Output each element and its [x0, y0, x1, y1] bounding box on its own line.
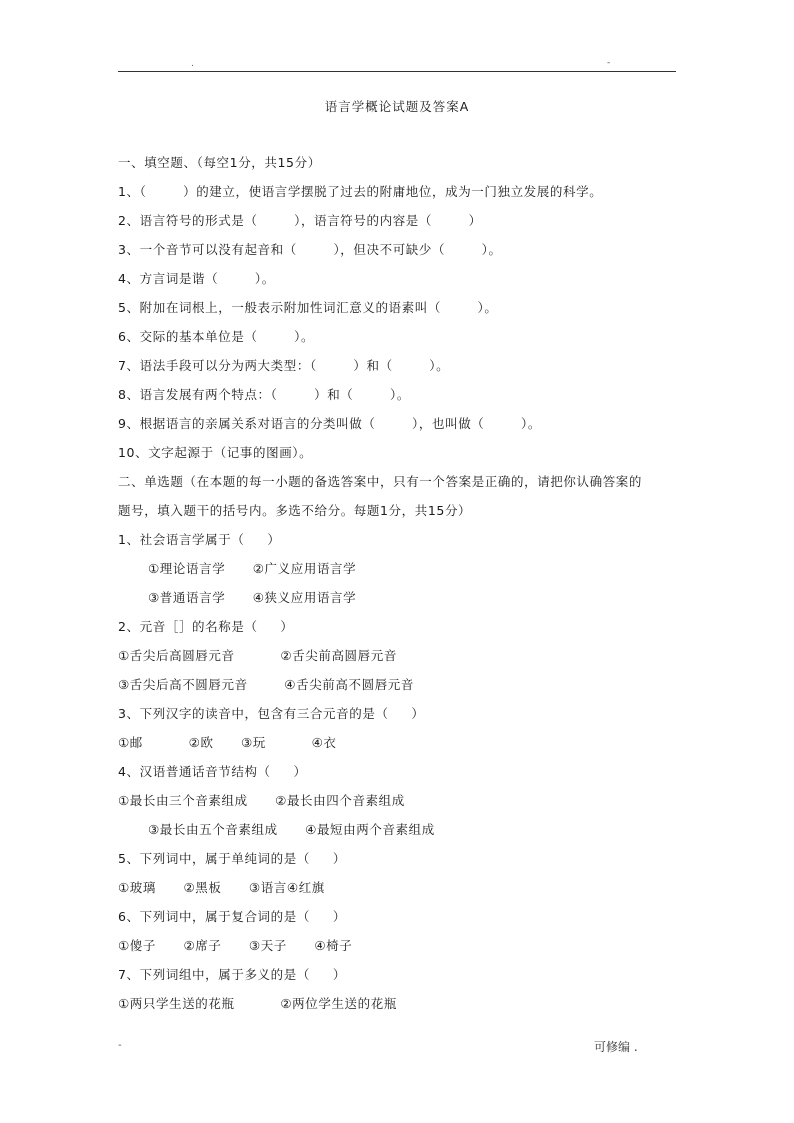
text-line: 5、附加在词根上，一般表示附加性词汇意义的语素叫（ ）。	[118, 300, 498, 315]
document-body	[118, 148, 678, 1018]
text-line: 1、（ ）的建立，使语言学摆脱了过去的附庸地位，成为一门独立发展的科学。	[118, 184, 603, 199]
text-line: ①邮 ②欧 ③玩 ④衣	[118, 735, 337, 750]
text-line: 二、单选题（在本题的每一小题的备选答案中，只有一个答案是正确的，请把你认确答案的	[118, 474, 643, 489]
header-left-mark: .	[191, 59, 194, 69]
text-line: 6、下列词中，属于复合词的是（ ）	[118, 909, 346, 924]
text-line: 2、元音［］的名称是（ ）	[118, 619, 294, 634]
text-line: ①最长由三个音素组成 ②最长由四个音素组成	[118, 793, 405, 808]
text-line: ③舌尖后高不圆唇元音 ④舌尖前高不圆唇元音	[118, 677, 414, 692]
footer-left-mark: -	[118, 1040, 122, 1051]
footer-note: 可修编 .	[594, 1040, 638, 1054]
text-line: 7、语法手段可以分为两大类型：（ ）和（ ）。	[118, 358, 450, 373]
text-line: 8、语言发展有两个特点：（ ）和（ ）。	[118, 387, 410, 402]
text-line: 2、语言符号的形式是（ ），语言符号的内容是（ ）	[118, 213, 482, 228]
text-line: 4、汉语普通话音节结构（ ）	[118, 764, 307, 779]
page-title: 语言学概论试题及答案A	[324, 99, 470, 114]
text-line: ③最长由五个音素组成 ④最短由两个音素组成	[148, 822, 435, 837]
text-line: ①舌尖后高圆唇元音 ②舌尖前高圆唇元音	[118, 648, 397, 663]
text-line: 4、方言词是谐（ ）。	[118, 271, 275, 286]
text-line: 题号，填入题干的括号内。多选不给分。每题1分，共15分）	[118, 503, 472, 518]
text-line: ①理论语言学 ②广义应用语言学	[148, 561, 357, 576]
header-rule	[118, 71, 676, 72]
text-line: 5、下列词中，属于单纯词的是（ ）	[118, 851, 346, 866]
text-line: 10、文字起源于（记事的图画）。	[118, 445, 313, 460]
header-right-mark: -	[607, 58, 611, 68]
text-line: 7、下列词组中，属于多义的是（ ）	[118, 967, 346, 982]
text-line: ③普通语言学 ④狭义应用语言学	[148, 590, 357, 605]
text-line: ①两只学生送的花瓶 ②两位学生送的花瓶	[118, 996, 397, 1011]
text-line: 1、社会语言学属于（ ）	[118, 532, 281, 547]
text-line: 一、填空题、（每空1分，共15分）	[118, 155, 321, 170]
text-line: ①傻子 ②席子 ③天子 ④椅子	[118, 938, 353, 953]
text-line: ①玻璃 ②黑板 ③语言④红旗	[118, 880, 325, 895]
text-line: 3、下列汉字的读音中，包含有三合元音的是（ ）	[118, 706, 425, 721]
text-line: 9、根据语言的亲属关系对语言的分类叫做（ ），也叫做（ ）。	[118, 416, 541, 431]
text-line: 3、一个音节可以没有起音和（ ），但决不可缺少（ ）。	[118, 242, 502, 257]
text-line: 6、交际的基本单位是（ ）。	[118, 329, 315, 344]
